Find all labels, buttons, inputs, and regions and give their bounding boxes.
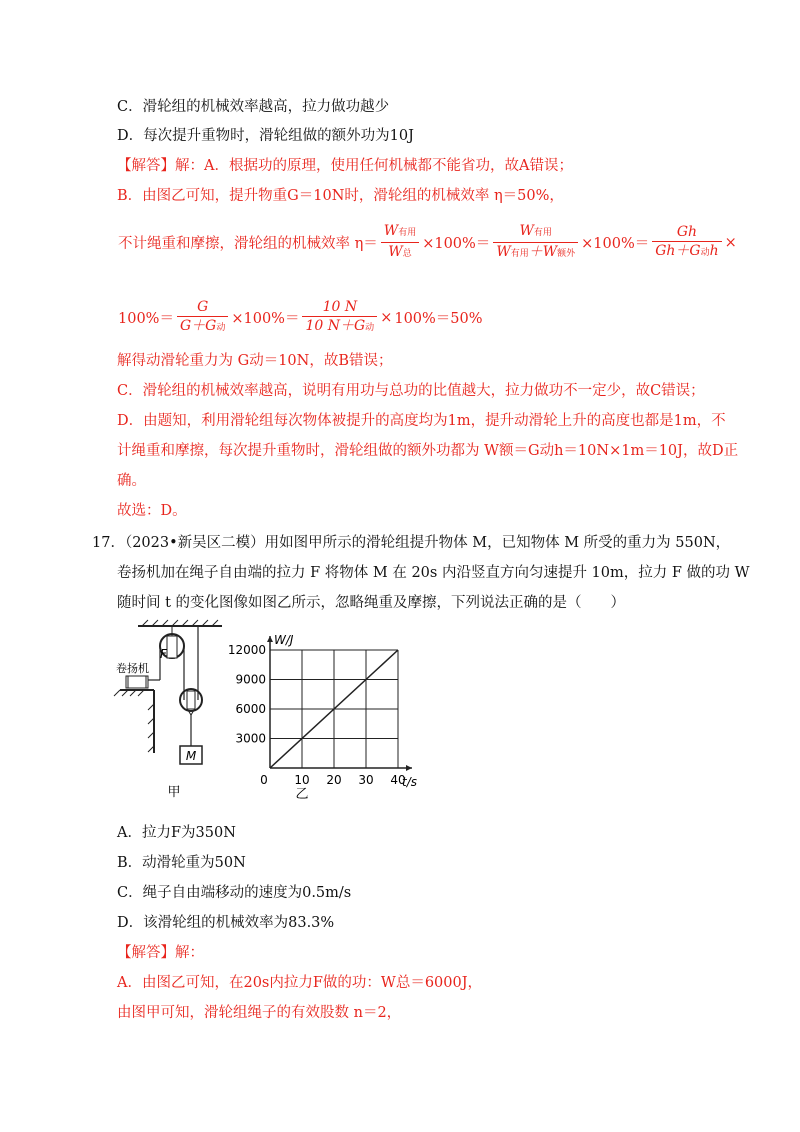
answer-a-1: A．由图乙可知，在20s内拉力F做的功：W总＝6000J， [117,975,483,991]
caption-yi: 乙 [295,787,309,802]
work-time-chart [228,633,417,789]
fraction-gh: $\frac{Gh}{\text{Gh＋G动h}}$ [652,223,721,262]
option-a: A．拉力F为350N [117,825,236,841]
x-tick-label: 30 [358,773,374,787]
answer-a-2: 由图甲可知，滑轮组绳子的有效股数 n＝2， [117,1005,402,1021]
option-c-prev: C．滑轮组的机械效率越高，拉力做功越少 [117,99,390,115]
q17-line-1: 17．（2023•新吴区二模）用如图甲所示的滑轮组提升物体 M，已知物体 M 所受的重力为 550N， [92,535,731,551]
answer-line-b: B．由图乙可知，提升物重G＝10N时，滑轮组的机械效率 η＝50%， [117,188,564,204]
option-c: C．绳子自由端移动的速度为0.5m/s [117,885,352,901]
origin-label: 0 [260,773,268,787]
fraction-10n: $\frac{10 N}{\text{10 N＋G动}}$ [302,298,377,337]
option-b: B．动滑轮重为50N [117,855,246,871]
q17-line-2: 卷扬机加在绳子自由端的拉力 F 将物体 M 在 20s 内沿竖直方向匀速提升 10m，拉力 F 做的功 W [117,565,750,581]
svg-text:M: M [185,749,197,763]
fraction-useful-over-total: $\frac{\text{W有用}}{\text{W总}}$ [381,222,419,263]
y-tick-label: 3000 [235,731,266,746]
y-tick-label: 9000 [235,672,266,687]
ceiling-hatch [138,620,222,626]
answer-d-2: 计绳重和摩擦，每次提升重物时，滑轮组做的额外功都为 W额＝G动h＝10N×1m＝10J，故D正 [117,443,739,459]
answer-choice: 故选：D。 [117,503,187,519]
svg-text:F: F [160,647,167,661]
formula1-prefix: 不计绳重和摩擦，滑轮组的机械效率 η＝ [118,236,378,252]
x-tick-label: 20 [326,773,342,787]
movable-pulley [180,689,202,715]
x-tick-label: 40 [390,773,406,787]
y-tick-label: 6000 [235,702,266,716]
q17-line-3: 随时间 t 的变化图像如图乙所示，忽略绳重及摩擦，下列说法正确的是（ ） [117,595,626,611]
answer-d-1: D．由题知，利用滑轮组每次物体被提升的高度均为1m，提升动滑轮上升的高度也都是1m，不 [117,413,726,429]
efficiency-formula-2: 100%＝ $\frac{G}{\text{G＋G动}}$ ×100%＝ $\frac{10 N}{\text{10 N＋G动}}$ × 100%＝50% [117,298,484,337]
x-axis-arrow [406,765,412,771]
answer-label-2: 【解答】解： [117,945,204,961]
x-axis-label: t/s [402,775,417,789]
y-axis-label: W/J [274,633,294,647]
caption-jia: 甲 [167,785,181,800]
option-d-prev: D．每次提升重物时，滑轮组做的额外功为10J [117,128,414,144]
y-tick-label: 12000 [227,643,266,657]
fraction-g: $\frac{G}{\text{G＋G动}}$ [177,298,228,337]
mass-block [180,746,202,764]
answer-d-3: 确。 [117,473,146,489]
answer-line-a: 【解答】解：A．根据功的原理，使用任何机械都不能省功，故A错误； [117,158,573,174]
answer-c: C．滑轮组的机械效率越高，说明有用功与总功的比值越大，拉力做功不一定少，故C错误； [117,383,705,399]
svg-text:卷扬机: 卷扬机 [116,662,149,675]
x-tick-label: 10 [294,773,310,787]
figure-pulley-and-chart [110,618,420,808]
y-axis-arrow [267,636,273,642]
answer-b-result: 解得动滑轮重力为 G动＝10N，故B错误； [117,353,393,369]
efficiency-formula-1: 不计绳重和摩擦，滑轮组的机械效率 η＝ $\frac{\text{W有用}}{\text{W总}}$ ×100%＝ $\frac{\text{W有用}}{\text{W有用＋W额外}}$ ×100%＝ $\frac{Gh}{\text{Gh＋G动h}}$ × [117,222,738,263]
fraction-useful-over-sum: $\frac{\text{W有用}}{\text{W有用＋W额外}}$ [493,222,578,263]
option-d: D．该滑轮组的机械效率为83.3% [117,915,335,931]
